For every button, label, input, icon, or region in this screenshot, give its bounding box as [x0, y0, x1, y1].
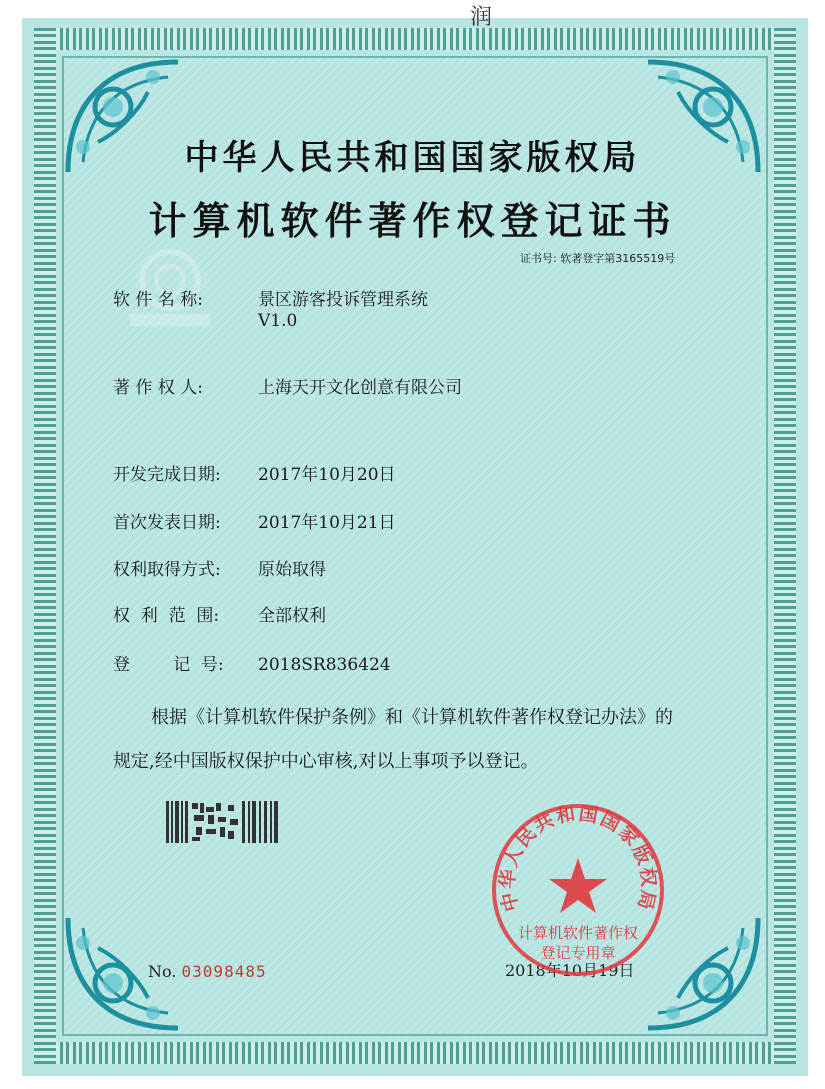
field-label: 首次发表日期: [113, 513, 221, 533]
field-label: 权利取得方式: [113, 560, 221, 580]
serial-prefix: No. [148, 962, 177, 981]
seal-line-2: 登记专用章 [540, 944, 616, 962]
border-top [34, 28, 796, 50]
issue-date: 2018年10月19日 [505, 961, 635, 980]
field-label: 著 作 权 人: [113, 378, 203, 398]
official-seal [488, 800, 668, 980]
border-bottom [34, 1042, 796, 1064]
border-right [774, 28, 796, 1064]
field-label: 登 记 号: [113, 655, 224, 675]
field-value: 原始取得 [258, 560, 326, 580]
barcode [166, 801, 280, 843]
issuer-title: 中华人民共和国国家版权局 [184, 138, 641, 178]
field-value: 2017年10月20日 [258, 465, 396, 485]
border-left [34, 28, 56, 1064]
field-value: 2018SR836424 [258, 655, 391, 675]
field-copyright-owner [113, 373, 462, 398]
serial-number [148, 962, 267, 981]
field-value: 2017年10月21日 [258, 513, 396, 533]
field-registration-number [113, 650, 391, 675]
seal-ring-text: 中华人民共和国国家版权局 [496, 802, 660, 914]
field-value: 全部权利 [258, 606, 326, 626]
field-label: 软 件 名 称: [113, 290, 203, 310]
statement-line-1: 根据《计算机软件保护条例》和《计算机软件著作权登记办法》的 [151, 707, 673, 728]
field-value: 上海天开文化创意有限公司 [258, 378, 462, 398]
field-value-version: V1.0 [258, 311, 298, 331]
certificate-title: 计算机软件著作权登记证书 [148, 198, 677, 243]
corner-ornament-top-right [618, 52, 768, 202]
field-publication-date [113, 508, 396, 533]
certificate-number-label: 证书号: [520, 252, 557, 265]
seal-line-1: 计算机软件著作权 [517, 924, 639, 942]
corner-ornament-top-left [58, 52, 208, 202]
field-software-version [258, 311, 297, 331]
field-label: 开发完成日期: [113, 465, 221, 485]
field-label: 权 利 范 围: [113, 606, 220, 626]
field-completion-date [113, 460, 396, 485]
field-software-name [113, 285, 428, 310]
handwritten-mark: 润 [470, 5, 493, 30]
serial-value: 03098485 [181, 962, 267, 981]
field-rights-scope [113, 601, 326, 626]
field-acquisition-method [113, 555, 326, 580]
statement [113, 696, 753, 784]
certificate-number [520, 250, 675, 266]
statement-line-2: 规定,经中国版权保护中心审核,对以上事项予以登记。 [113, 751, 539, 772]
field-value: 景区游客投诉管理系统 [258, 290, 428, 310]
certificate-number-value: 软著登字第3165519号 [560, 252, 676, 265]
